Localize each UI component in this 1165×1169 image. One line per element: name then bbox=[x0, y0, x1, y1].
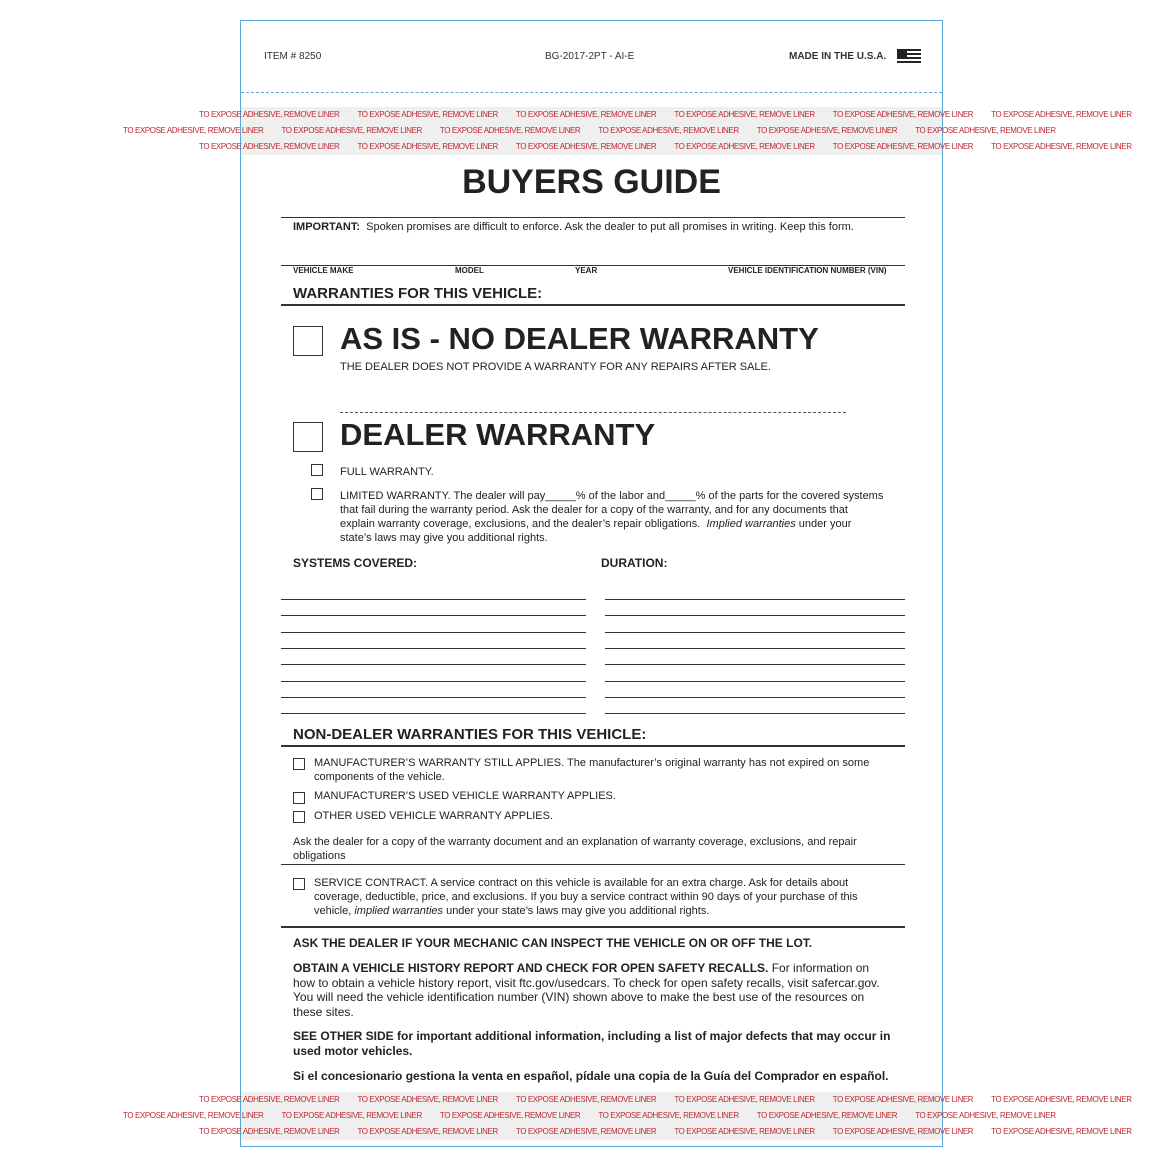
spanish-notice: Si el concesionario gestiona la venta en español, pídale una copia de la Guía del Comprador en español. bbox=[293, 1069, 889, 1083]
liner-text: TO EXPOSE ADHESIVE, REMOVE LINER bbox=[674, 1127, 815, 1136]
see-other-side-notice: SEE OTHER SIDE for important additional information, including a list of major defects that may occur in used motor vehicles. bbox=[293, 1029, 891, 1058]
liner-text: TO EXPOSE ADHESIVE, REMOVE LINER bbox=[357, 110, 498, 119]
duration-label: DURATION: bbox=[601, 556, 668, 570]
divider bbox=[281, 864, 905, 865]
liner-text: TO EXPOSE ADHESIVE, REMOVE LINER bbox=[598, 1111, 739, 1120]
liner-text: TO EXPOSE ADHESIVE, REMOVE LINER bbox=[915, 1111, 1056, 1120]
history-report-notice: OBTAIN A VEHICLE HISTORY REPORT AND CHECK FOR OPEN SAFETY RECALLS. For information on how to obtain a vehicle history report, visit ftc.gov/usedcars. To check for open safety recalls, visit safercar.gov. You will need the vehicle identification number (VIN) shown above to make the best use of the resources on these sites. bbox=[293, 961, 880, 1019]
liner-text: TO EXPOSE ADHESIVE, REMOVE LINER bbox=[832, 142, 974, 151]
limited-warranty-checkbox[interactable] bbox=[311, 488, 323, 500]
liner-text: TO EXPOSE ADHESIVE, REMOVE LINER bbox=[832, 1127, 974, 1136]
dealer-warranty-title: DEALER WARRANTY bbox=[340, 417, 656, 452]
manufacturer-warranty-text: MANUFACTURER’S WARRANTY STILL APPLIES. The manufacturer’s original warranty has not expired on some components of the vehicle. bbox=[314, 757, 870, 783]
warranties-heading: WARRANTIES FOR THIS VEHICLE: bbox=[293, 285, 543, 302]
writing-line[interactable] bbox=[281, 648, 586, 649]
as-is-subtext: THE DEALER DOES NOT PROVIDE A WARRANTY FOR ANY REPAIRS AFTER SALE. bbox=[340, 361, 771, 373]
liner-text: TO EXPOSE ADHESIVE, REMOVE LINER bbox=[674, 110, 815, 119]
as-is-checkbox[interactable] bbox=[293, 326, 323, 356]
liner-text: TO EXPOSE ADHESIVE, REMOVE LINER bbox=[515, 1095, 657, 1104]
writing-line[interactable] bbox=[605, 664, 905, 665]
liner-text: TO EXPOSE ADHESIVE, REMOVE LINER bbox=[199, 110, 340, 119]
liner-text: TO EXPOSE ADHESIVE, REMOVE LINER bbox=[991, 1127, 1132, 1136]
liner-text: TO EXPOSE ADHESIVE, REMOVE LINER bbox=[515, 110, 657, 119]
liner-text: TO EXPOSE ADHESIVE, REMOVE LINER bbox=[439, 126, 581, 135]
manufacturer-used-warranty-text: MANUFACTURER’S USED VEHICLE WARRANTY APPLIES. bbox=[314, 790, 616, 802]
inspect-notice: ASK THE DEALER IF YOUR MECHANIC CAN INSPECT THE VEHICLE ON OR OFF THE LOT. bbox=[293, 936, 813, 950]
liner-strip-bottom bbox=[123, 1092, 1132, 1140]
model-label: MODEL bbox=[455, 266, 484, 275]
cut-line bbox=[340, 412, 846, 413]
service-contract-text: SERVICE CONTRACT. A service contract on this vehicle is available for an extra charge. Ask for details about coverage, deductible, price, and exclusions. If you buy a service contract within 90 days of your purchase of this vehicle, implied warranties under your state’s laws may give you additional rights. bbox=[314, 877, 858, 917]
writing-line[interactable] bbox=[605, 713, 905, 714]
full-warranty-label: FULL WARRANTY. bbox=[340, 466, 434, 478]
divider bbox=[281, 745, 905, 747]
liner-text: TO EXPOSE ADHESIVE, REMOVE LINER bbox=[439, 1111, 581, 1120]
writing-line[interactable] bbox=[281, 664, 586, 665]
liner-text: TO EXPOSE ADHESIVE, REMOVE LINER bbox=[515, 1127, 657, 1136]
systems-covered-label: SYSTEMS COVERED: bbox=[293, 556, 418, 570]
writing-line[interactable] bbox=[281, 697, 586, 698]
writing-line[interactable] bbox=[605, 615, 905, 616]
writing-line[interactable] bbox=[281, 615, 586, 616]
liner-text: TO EXPOSE ADHESIVE, REMOVE LINER bbox=[991, 1095, 1132, 1104]
writing-line[interactable] bbox=[605, 599, 905, 600]
liner-text: TO EXPOSE ADHESIVE, REMOVE LINER bbox=[832, 1095, 974, 1104]
us-flag-icon bbox=[897, 49, 921, 64]
dealer-warranty-checkbox[interactable] bbox=[293, 422, 323, 452]
as-is-title: AS IS - NO DEALER WARRANTY bbox=[340, 321, 819, 356]
liner-text: TO EXPOSE ADHESIVE, REMOVE LINER bbox=[756, 1111, 898, 1120]
writing-line[interactable] bbox=[605, 681, 905, 682]
writing-line[interactable] bbox=[605, 648, 905, 649]
service-contract-checkbox[interactable] bbox=[293, 878, 305, 890]
other-used-warranty-text: OTHER USED VEHICLE WARRANTY APPLIES. bbox=[314, 810, 554, 822]
writing-line[interactable] bbox=[605, 632, 905, 633]
divider bbox=[281, 217, 905, 218]
writing-line[interactable] bbox=[281, 599, 586, 600]
liner-text: TO EXPOSE ADHESIVE, REMOVE LINER bbox=[991, 110, 1132, 119]
writing-line[interactable] bbox=[605, 697, 905, 698]
manufacturer-warranty-checkbox[interactable] bbox=[293, 758, 305, 770]
other-used-warranty-checkbox[interactable] bbox=[293, 811, 305, 823]
important-label: IMPORTANT: bbox=[293, 221, 361, 233]
liner-text: TO EXPOSE ADHESIVE, REMOVE LINER bbox=[199, 142, 340, 151]
liner-text: TO EXPOSE ADHESIVE, REMOVE LINER bbox=[674, 142, 815, 151]
vehicle-make-label: VEHICLE MAKE bbox=[293, 266, 354, 275]
form-code: BG-2017-2PT - AI-E bbox=[545, 51, 635, 62]
important-text: Spoken promises are difficult to enforce. Ask the dealer to put all promises in writing. Keep this form. bbox=[366, 221, 854, 233]
liner-text: TO EXPOSE ADHESIVE, REMOVE LINER bbox=[199, 1095, 340, 1104]
divider bbox=[281, 304, 905, 306]
liner-text: TO EXPOSE ADHESIVE, REMOVE LINER bbox=[756, 126, 898, 135]
item-number: ITEM # 8250 bbox=[264, 51, 322, 62]
year-label: YEAR bbox=[575, 266, 598, 275]
writing-line[interactable] bbox=[281, 632, 586, 633]
liner-text: TO EXPOSE ADHESIVE, REMOVE LINER bbox=[357, 142, 498, 151]
perforation-line bbox=[241, 92, 942, 93]
liner-text: TO EXPOSE ADHESIVE, REMOVE LINER bbox=[199, 1127, 340, 1136]
limited-warranty-text: LIMITED WARRANTY. The dealer will pay_____% of the labor and_____% of the parts for the covered systems that fail during the warranty period. Ask the dealer for a copy of the warranty, and for any documents that explain warranty coverage, exclusions, and the dealer’s repair obligations. Implied warranties under your state’s laws may give you additional rights. bbox=[340, 490, 884, 544]
warranty-document-note: Ask the dealer for a copy of the warranty document and an explanation of warranty coverage, exclusions, and repair obligations bbox=[293, 836, 857, 862]
liner-text: TO EXPOSE ADHESIVE, REMOVE LINER bbox=[281, 1111, 422, 1120]
liner-text: TO EXPOSE ADHESIVE, REMOVE LINER bbox=[674, 1095, 815, 1104]
liner-strip-top bbox=[123, 107, 1132, 155]
liner-text: TO EXPOSE ADHESIVE, REMOVE LINER bbox=[515, 142, 657, 151]
writing-line[interactable] bbox=[281, 713, 586, 714]
non-dealer-heading: NON-DEALER WARRANTIES FOR THIS VEHICLE: bbox=[293, 726, 647, 743]
important-notice bbox=[293, 220, 854, 234]
liner-text: TO EXPOSE ADHESIVE, REMOVE LINER bbox=[281, 126, 422, 135]
vin-label: VEHICLE IDENTIFICATION NUMBER (VIN) bbox=[728, 266, 887, 275]
buyers-guide-sheet bbox=[123, 20, 1132, 1147]
liner-text: TO EXPOSE ADHESIVE, REMOVE LINER bbox=[832, 110, 974, 119]
liner-text: TO EXPOSE ADHESIVE, REMOVE LINER bbox=[357, 1127, 498, 1136]
page-title: BUYERS GUIDE bbox=[462, 163, 721, 201]
made-in-usa: MADE IN THE U.S.A. bbox=[789, 51, 887, 62]
liner-text: TO EXPOSE ADHESIVE, REMOVE LINER bbox=[123, 1111, 264, 1120]
full-warranty-checkbox[interactable] bbox=[311, 464, 323, 476]
liner-text: TO EXPOSE ADHESIVE, REMOVE LINER bbox=[123, 126, 264, 135]
writing-line[interactable] bbox=[281, 681, 586, 682]
liner-text: TO EXPOSE ADHESIVE, REMOVE LINER bbox=[598, 126, 739, 135]
divider bbox=[281, 926, 905, 928]
liner-text: TO EXPOSE ADHESIVE, REMOVE LINER bbox=[357, 1095, 498, 1104]
liner-text: TO EXPOSE ADHESIVE, REMOVE LINER bbox=[915, 126, 1056, 135]
manufacturer-used-warranty-checkbox[interactable] bbox=[293, 792, 305, 804]
liner-text: TO EXPOSE ADHESIVE, REMOVE LINER bbox=[991, 142, 1132, 151]
